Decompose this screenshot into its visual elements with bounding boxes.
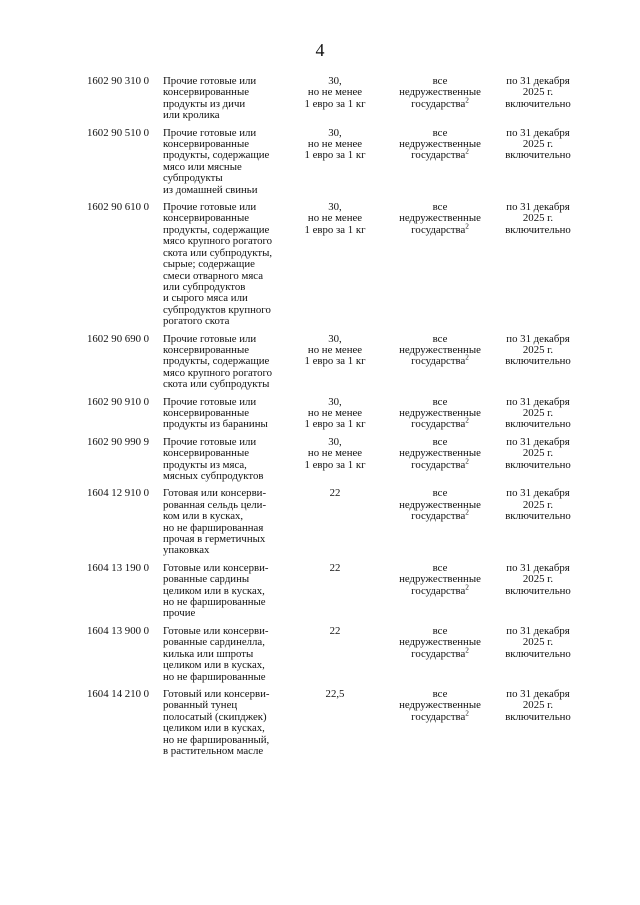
table-row bbox=[0, 626, 640, 683]
table-row bbox=[0, 76, 640, 122]
countries-cell bbox=[385, 334, 495, 368]
table-row bbox=[0, 689, 640, 757]
product-description: Готовый или консерви- рованный тунец полосатый (скипджек) целиком или в кусках, но не фаршированный, в растительном масле bbox=[163, 687, 270, 757]
countries-cell bbox=[385, 437, 495, 471]
tariff-code: 1602 90 910 0 bbox=[87, 395, 150, 408]
validity-term: по 31 декабря 2025 г. включительно bbox=[505, 201, 571, 236]
footnote-marker: 2 bbox=[465, 96, 469, 105]
validity-term: по 31 декабря 2025 г. включительно bbox=[505, 687, 571, 723]
footnote-marker: 2 bbox=[465, 646, 469, 655]
footnote-marker: 2 bbox=[465, 222, 469, 231]
table-row bbox=[0, 397, 640, 431]
product-description: Прочие готовые или консервированные продукты, содержащие мясо или мясные субпродукты из домашней свиньи bbox=[163, 126, 270, 196]
validity-term: по 31 декабря 2025 г. включительно bbox=[505, 487, 571, 523]
table-row bbox=[0, 437, 640, 483]
table-row bbox=[0, 202, 640, 327]
tariff-code: 1604 12 910 0 bbox=[87, 487, 150, 500]
footnote-marker: 2 bbox=[465, 416, 469, 425]
countries-text: все недружественные государства bbox=[399, 624, 481, 660]
countries-cell bbox=[385, 563, 495, 597]
product-description: Готовая или консерви- рованная сельдь цели- ком или в кусках, но не фаршированная прочая в герметичных упаковках bbox=[163, 487, 267, 557]
duty-rate: 30, но не менее 1 евро за 1 кг bbox=[304, 75, 366, 110]
footnote-marker: 2 bbox=[465, 353, 469, 362]
countries-text: все недружественные государства bbox=[399, 201, 481, 236]
product-description: Готовые или консерви- рованные сардинелла, килька или шпроты целиком или в кусках, но не фаршированные bbox=[163, 624, 269, 683]
countries-cell bbox=[385, 397, 495, 431]
countries-text: все недружественные государства bbox=[399, 395, 481, 431]
validity-term: по 31 декабря 2025 г. включительно bbox=[505, 75, 571, 110]
validity-term: по 31 декабря 2025 г. включительно bbox=[505, 561, 571, 597]
footnote-marker: 2 bbox=[465, 147, 469, 156]
countries-cell bbox=[385, 76, 495, 110]
countries-text: все недружественные государства bbox=[399, 435, 481, 471]
countries-text: все недружественные государства bbox=[399, 687, 481, 723]
product-description: Прочие готовые или консервированные продукты, содержащие мясо крупного рогатого скота или субпродукты, сырые; содержащие смеси отварного мяса или субпродуктов и сырого мяса или субпродуктов крупного рогатого скота bbox=[163, 201, 273, 328]
product-description: Прочие готовые или консервированные продукты из дичи или кролика bbox=[163, 75, 257, 122]
validity-term: по 31 декабря 2025 г. включительно bbox=[505, 624, 571, 660]
duty-rate: 22,5 bbox=[325, 687, 345, 700]
tariff-table bbox=[0, 76, 640, 763]
footnote-marker: 2 bbox=[465, 457, 469, 465]
table-row bbox=[0, 563, 640, 620]
tariff-code: 1602 90 610 0 bbox=[87, 201, 150, 214]
duty-rate: 30, но не менее 1 евро за 1 кг bbox=[304, 395, 366, 431]
product-description: Готовые или консерви- рованные сардины целиком или в кусках, но не фаршированные прочие bbox=[163, 561, 269, 620]
table-row bbox=[0, 488, 640, 556]
countries-text: все недружественные государства bbox=[399, 75, 481, 110]
product-description: Прочие готовые или консервированные продукты из мяса, мясных субпродуктов bbox=[163, 435, 264, 482]
duty-rate: 22 bbox=[329, 624, 341, 637]
validity-term: по 31 декабря 2025 г. включительно bbox=[505, 126, 571, 162]
tariff-code: 1602 90 690 0 bbox=[87, 332, 150, 345]
footnote-marker: 2 bbox=[465, 508, 469, 517]
tariff-code: 1604 13 190 0 bbox=[87, 561, 150, 574]
product-description: Прочие готовые или консервированные продукты, содержащие мясо крупного рогатого скота или субпродукты bbox=[163, 332, 273, 391]
duty-rate: 30, но не менее 1 евро за 1 кг bbox=[304, 201, 366, 236]
tariff-code: 1604 13 900 0 bbox=[87, 624, 150, 637]
tariff-code: 1602 90 310 0 bbox=[87, 75, 150, 87]
duty-rate: 22 bbox=[329, 561, 341, 574]
validity-term: по 31 декабря 2025 г. включительно bbox=[505, 395, 571, 431]
tariff-code: 1602 90 990 9 bbox=[87, 435, 150, 448]
tariff-code: 1604 14 210 0 bbox=[87, 687, 150, 700]
footnote-marker: 2 bbox=[465, 583, 469, 592]
countries-cell bbox=[385, 202, 495, 236]
countries-text: все недружественные государства bbox=[399, 332, 481, 368]
product-description: Прочие готовые или консервированные продукты из баранины bbox=[163, 395, 268, 431]
validity-term: по 31 декабря 2025 г. включительно bbox=[505, 332, 571, 368]
countries-cell bbox=[385, 689, 495, 723]
duty-rate: 22 bbox=[329, 487, 341, 500]
table-row bbox=[0, 334, 640, 391]
countries-text: все недружественные государства bbox=[399, 126, 481, 162]
countries-cell bbox=[385, 488, 495, 522]
table-row bbox=[0, 128, 640, 196]
duty-rate: 30, но не менее 1 евро за 1 кг bbox=[304, 332, 366, 368]
countries-cell bbox=[385, 128, 495, 162]
countries-text: все недружественные государства bbox=[399, 487, 481, 523]
duty-rate: 30, но не менее 1 евро за 1 кг bbox=[304, 435, 366, 471]
countries-text: все недружественные государства bbox=[399, 561, 481, 597]
validity-term: по 31 декабря 2025 г. включительно bbox=[505, 435, 571, 471]
tariff-code: 1602 90 510 0 bbox=[87, 126, 150, 139]
page-number: 4 bbox=[315, 40, 325, 60]
countries-cell bbox=[385, 626, 495, 660]
footnote-marker: 2 bbox=[465, 709, 469, 718]
duty-rate: 30, но не менее 1 евро за 1 кг bbox=[304, 126, 366, 162]
